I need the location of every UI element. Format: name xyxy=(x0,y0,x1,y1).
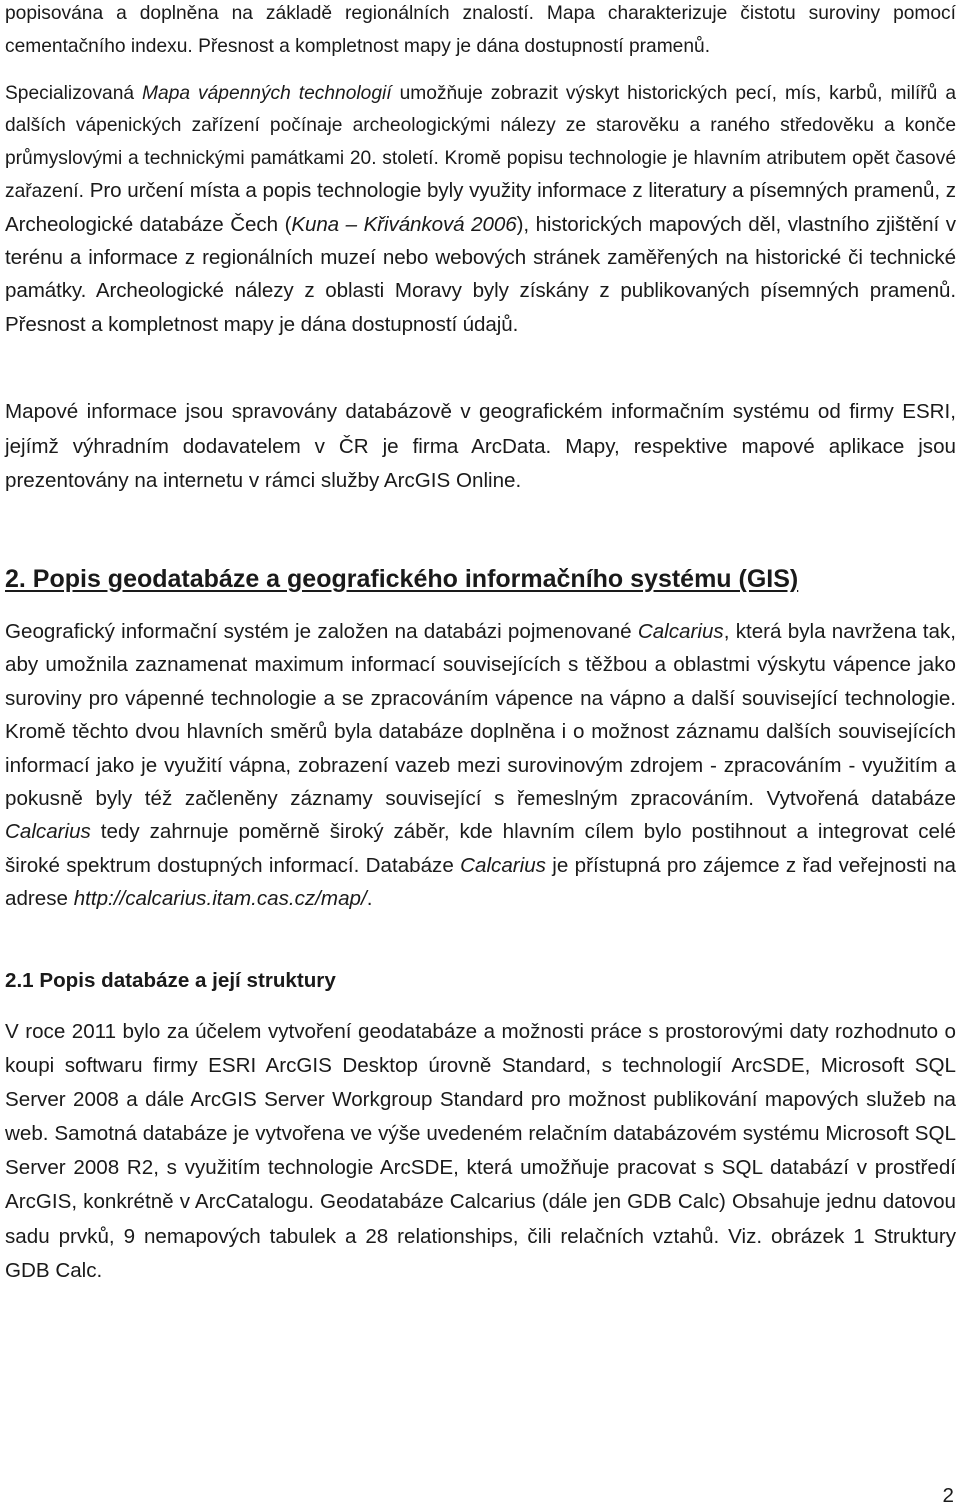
database-name: Calcarius xyxy=(5,820,91,844)
section-2-1-heading: 2.1 Popis databáze a její struktury xyxy=(5,969,336,992)
paragraph-text: Geografický informační systém je založen na databázi pojmenované xyxy=(5,620,638,643)
paragraph-text: Specializovaná xyxy=(5,83,143,104)
map-name: Mapa vápenných technologií xyxy=(142,83,392,104)
database-name: Calcarius xyxy=(460,853,546,877)
paragraph-text: tedy zahrnuje poměrně široký záběr, kde hlavním cílem bylo postihnout a integrovat celé široké spektrum dostupných informací. Databáze xyxy=(5,820,956,877)
paragraph-text: Pro určení místa a popis technologie byly využity informace z literatury a písemných pramenů, z Archeologické databáze Čech ( xyxy=(5,179,956,236)
gis-management-paragraph: Mapové informace jsou spravovány databázově v geografickém informačním systému od firmy ESRI, jejímž výhradním dodavatelem v ČR je firma ArcData. Mapy, respektive mapové aplikace jsou prezentovány na internetu v rámci služby ArcGIS Online. xyxy=(5,400,956,493)
database-url: http://calcarius.itam.cas.cz/map/ xyxy=(73,887,367,911)
section-2-heading: 2. Popis geodatabáze a geografického informačního systému (GIS) xyxy=(5,565,799,593)
section-2-paragraph xyxy=(5,615,956,916)
paragraph-text: je přístupná pro zájemce z řad veřejnosti na adrese xyxy=(5,853,957,911)
paragraph-text: . xyxy=(366,887,373,911)
database-name: Calcarius xyxy=(637,620,724,643)
technology-map-paragraph xyxy=(5,78,956,342)
paragraph-text: , která byla navržena tak, aby umožnila zaznamenat maximum informací souvisejících s těžbou a oblastmi výskytu vápence jako suroviny pro vápenné technologie a se zpracováním vápence na vápno a další související technologie. Kromě těchto dvou hlavních směrů byla databáze doplněna i o možnost záznamu dalších souvisejících informací jako je využití vápna, zobrazení vazeb mezi surovinovým zdrojem - zpracováním - využitím a pokusně byly též začleněny záznamy související s řemeslným zpracováním. Vytvořená databáze xyxy=(5,620,956,811)
section-2-1-paragraph: V roce 2011 bylo za účelem vytvoření geodatabáze a možnosti práce s prostorovými daty rozhodnuto o koupi softwaru firmy ESRI ArcGIS Desktop úrovně Standard, s technologií ArcSDE, Microsoft SQL Server 2008 a dále ArcGIS Server Workgroup Standard pro možnost publikování mapových služeb na web. Samotná databáze je vytvořena ve výše uvedeném relačním databázovém systému Microsoft SQL Server 2008 R2, s využitím technologie ArcSDE, která umožňuje pracovat s SQL databází v prostředí ArcGIS, konkrétně v ArcCatalogu. Geodatabáze Calcarius (dále jen GDB Calc) Obsahuje jednu datovou sadu prvků, 9 nemapových tabulek a 28 relationships, čili relačních vztahů. Viz. obrázek 1 Struktury GDB Calc. xyxy=(5,1020,956,1282)
paragraph-text: ), historických mapových děl, vlastního zjištění v terénu a informace z regionálních muzeí nebo webových stránek zaměřených na historické či technické památky. Archeologické nálezy z oblasti Moravy byly získány z publikovaných písemných pramenů. Přesnost a kompletnost mapy je dána dostupností údajů. xyxy=(5,212,956,336)
paragraph-text: umožňuje zobrazit výskyt historických pecí, mís, karbů, milířů a dalších vápenických zařízení počínaje archeologickými nálezy ze starověku a raného středověku a konče průmyslovými a technickými památkami 20. století. Kromě popisu technologie je hlavním atributem opět časové zařazení. xyxy=(5,83,956,203)
intro-paragraph: popisována a doplněna na základě regionálních znalostí. Mapa charakterizuje čistotu suroviny pomocí cementačního indexu. Přesnost a kompletnost mapy je dána dostupností pramenů. xyxy=(5,3,956,57)
page-number: 2 xyxy=(942,1484,954,1507)
citation: Kuna – Křivánková 2006 xyxy=(291,212,517,236)
